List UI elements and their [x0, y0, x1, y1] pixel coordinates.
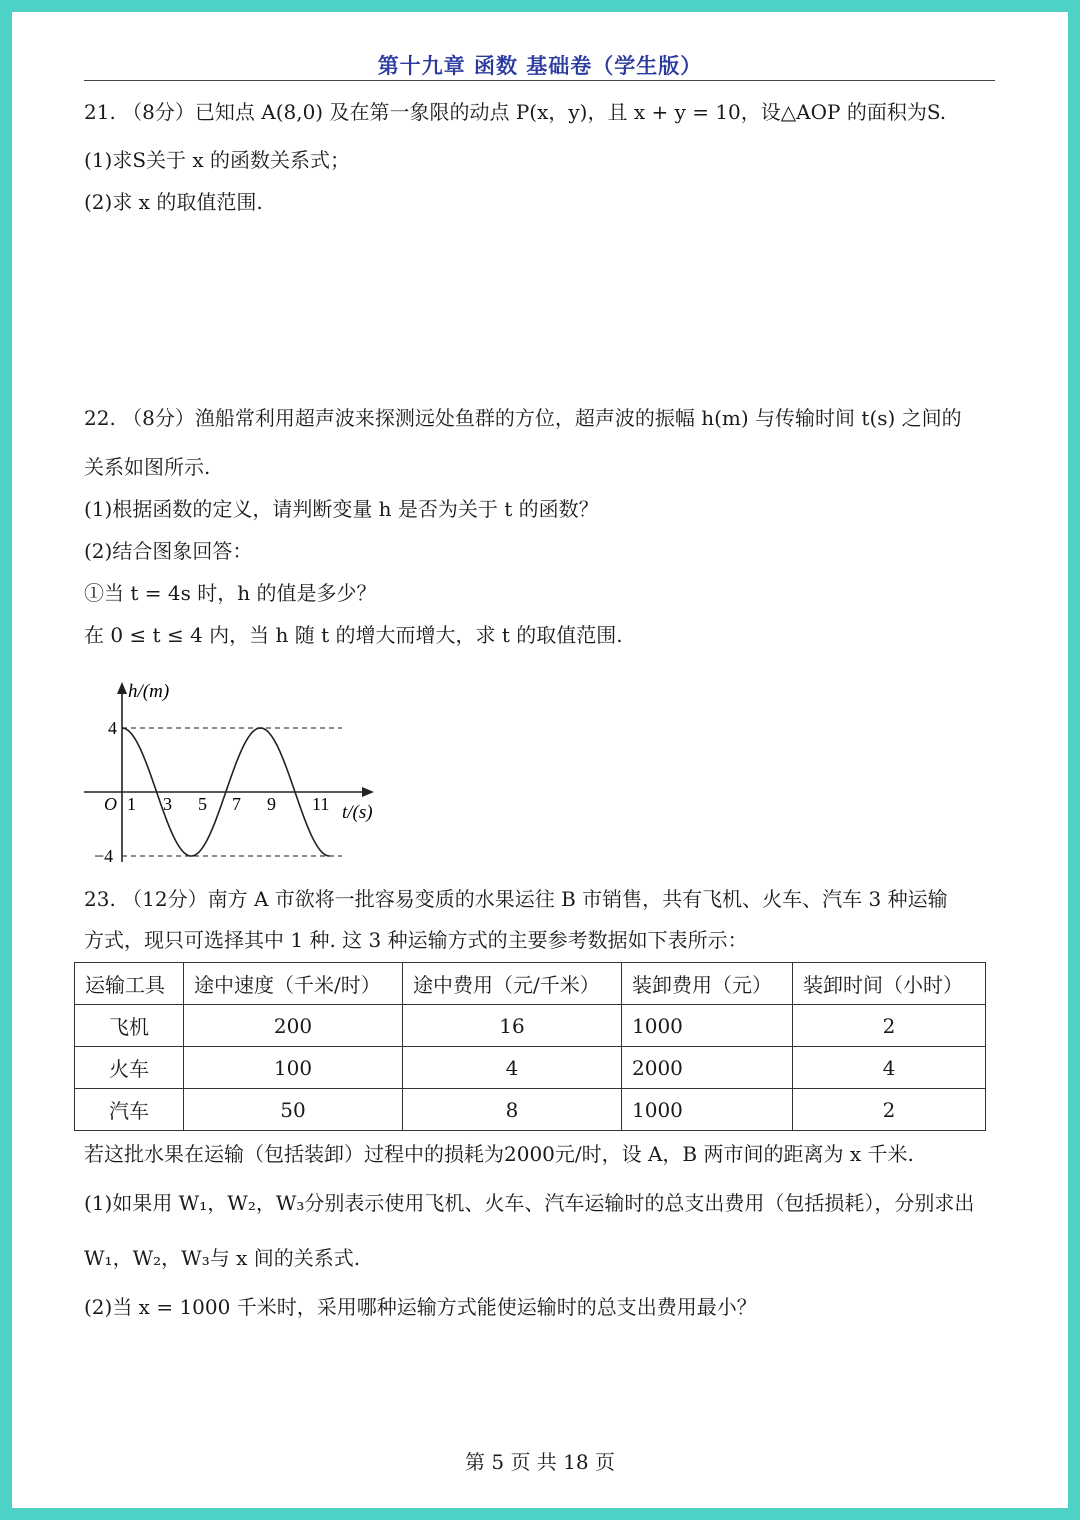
table-cell: 1000 — [622, 1089, 793, 1131]
x-tick-5: 5 — [198, 794, 207, 814]
page-footer: 第 5 页 共 18 页 — [465, 1450, 615, 1474]
y-axis-label: h/(m) — [128, 681, 170, 702]
table-header-cell: 装卸时间（小时） — [793, 963, 986, 1005]
table-cell: 火车 — [75, 1047, 184, 1089]
table-cell: 2 — [793, 1089, 986, 1131]
table-header-cell: 途中费用（元/千米） — [403, 963, 622, 1005]
table-row — [75, 1089, 986, 1131]
x-tick-9: 9 — [267, 794, 276, 814]
y-tick-neg4: −4 — [94, 846, 114, 866]
q23-after-table: 若这批水果在运输（包括装卸）过程中的损耗为2000元/时，设 A，B 两市间的距离为 x 千米. — [84, 1142, 914, 1166]
q23-part2: (2)当 x = 1000 千米时，采用哪种运输方式能使运输时的总支出费用最小？ — [84, 1295, 757, 1319]
q21-part2: (2)求 x 的取值范围. — [84, 190, 263, 214]
x-axis-label: t/(s) — [342, 802, 373, 823]
q23-stem-line1: 23. （12分）南方 A 市欲将一批容易变质的水果运往 B 市销售，共有飞机、火车、汽车 3 种运输 — [84, 887, 948, 911]
q22-stem-line1: 22. （8分）渔船常利用超声波来探测远处鱼群的方位，超声波的振幅 h(m) 与传输时间 t(s) 之间的 — [84, 406, 962, 430]
page-header-title: 第十九章 函数 基础卷（学生版） — [377, 53, 703, 78]
table-row — [75, 1005, 986, 1047]
table-cell: 16 — [403, 1005, 622, 1047]
header-divider — [84, 80, 995, 81]
table-cell: 1000 — [622, 1005, 793, 1047]
x-tick-3: 3 — [163, 794, 172, 814]
q23-part1-line1: (1)如果用 W₁，W₂，W₃分别表示使用飞机、火车、汽车运输时的总支出费用（包括损耗），分别求出 — [84, 1191, 975, 1215]
q22-part2-a: ①当 t = 4s 时，h 的值是多少？ — [84, 581, 377, 605]
table-cell: 100 — [184, 1047, 403, 1089]
table-header-cell: 装卸费用（元） — [622, 963, 793, 1005]
table-cell: 8 — [403, 1089, 622, 1131]
y-tick-4: 4 — [108, 718, 117, 738]
table-cell: 200 — [184, 1005, 403, 1047]
table-cell: 2 — [793, 1005, 986, 1047]
q22-part2: (2)结合图象回答： — [84, 539, 253, 563]
transport-data-table — [74, 962, 986, 1131]
q22-part2-b: 在 0 ≤ t ≤ 4 内，当 h 随 t 的增大而增大，求 t 的取值范围. — [84, 623, 623, 647]
table-header-row — [75, 963, 986, 1005]
table-header-cell: 途中速度（千米/时） — [184, 963, 403, 1005]
x-axis-arrow — [362, 787, 374, 797]
table-cell: 2000 — [622, 1047, 793, 1089]
x-tick-7: 7 — [232, 794, 241, 814]
origin-label: O — [104, 794, 117, 814]
amplitude-time-graph — [84, 667, 384, 867]
table-header-cell: 运输工具 — [75, 963, 184, 1005]
q23-stem-line2: 方式，现只可选择其中 1 种. 这 3 种运输方式的主要参考数据如下表所示： — [84, 928, 748, 952]
table-cell: 4 — [793, 1047, 986, 1089]
table-cell: 50 — [184, 1089, 403, 1131]
exam-page — [12, 12, 1068, 1508]
q21-stem: 21. （8分）已知点 A(8,0) 及在第一象限的动点 P(x，y)，且 x + y = 10，设△AOP 的面积为S. — [84, 100, 947, 124]
x-tick-1: 1 — [127, 794, 136, 814]
table-cell: 4 — [403, 1047, 622, 1089]
table-cell: 汽车 — [75, 1089, 184, 1131]
table-row — [75, 1047, 986, 1089]
y-axis-arrow — [117, 682, 127, 694]
q23-part1-line2: W₁，W₂，W₃与 x 间的关系式. — [84, 1246, 361, 1270]
q22-stem-line2: 关系如图所示. — [84, 455, 211, 479]
q22-part1: (1)根据函数的定义，请判断变量 h 是否为关于 t 的函数？ — [84, 497, 599, 521]
table-cell: 飞机 — [75, 1005, 184, 1047]
x-tick-11: 11 — [312, 794, 330, 814]
q21-part1: (1)求S关于 x 的函数关系式； — [84, 148, 351, 172]
